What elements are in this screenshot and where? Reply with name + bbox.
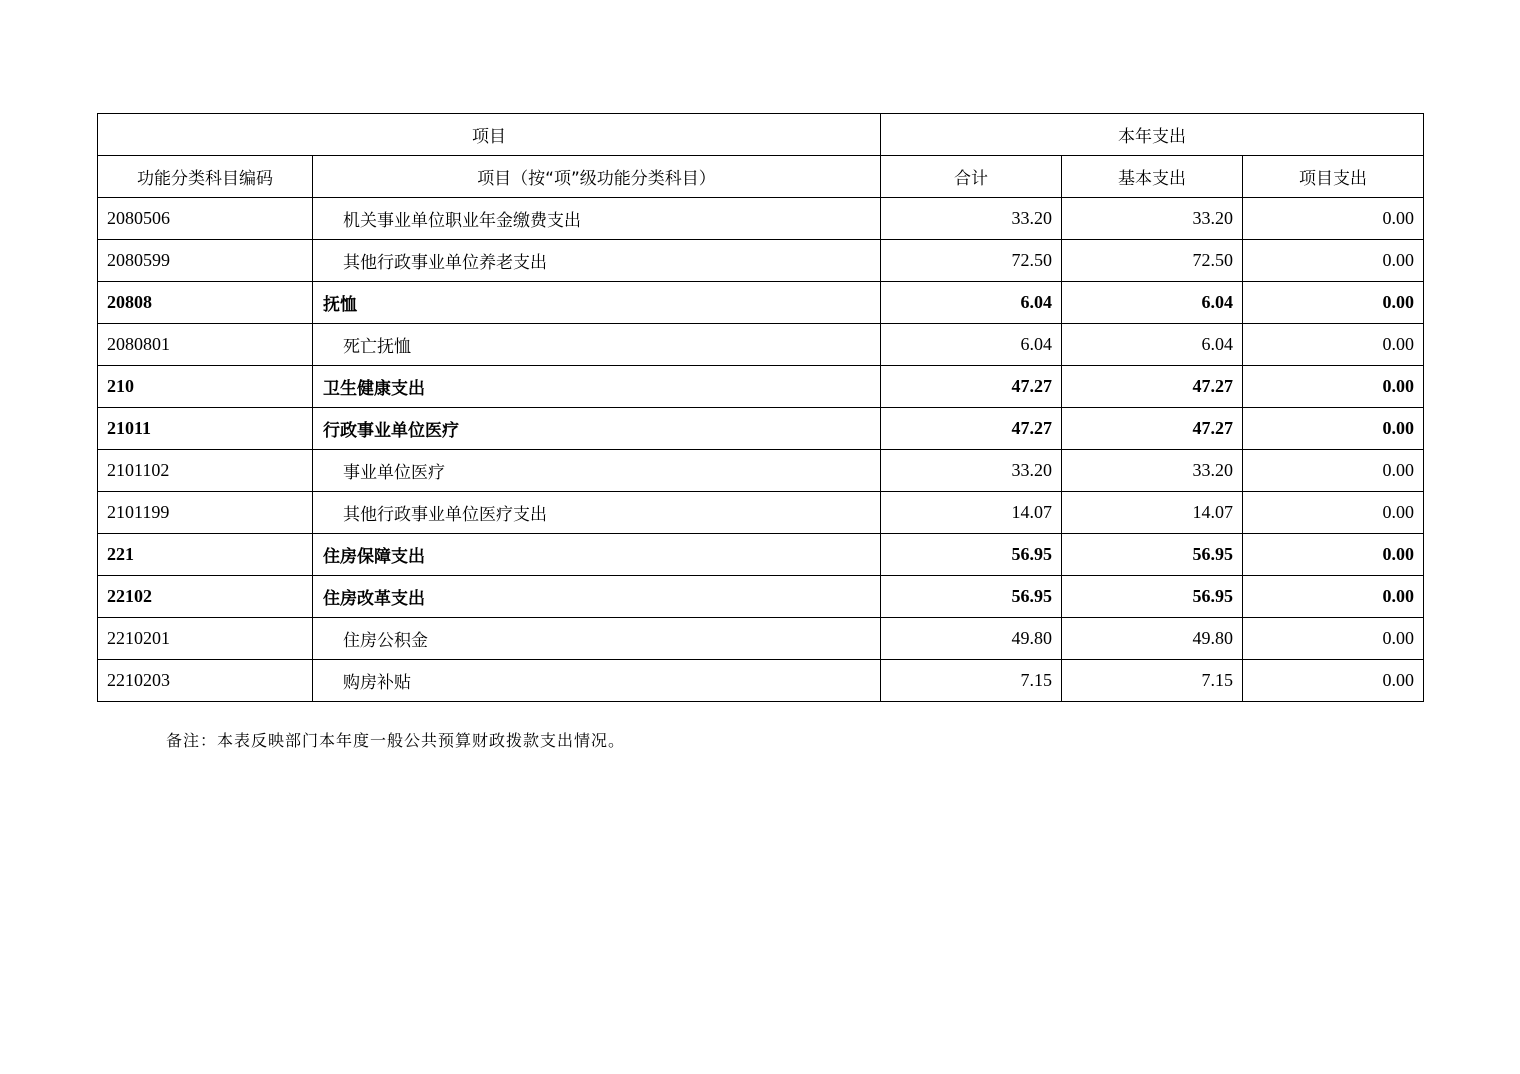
row-name: 卫生健康支出: [313, 366, 881, 408]
row-code: 21011: [98, 408, 313, 450]
row-project: 0.00: [1243, 324, 1424, 366]
row-total: 33.20: [881, 198, 1062, 240]
row-basic: 33.20: [1062, 198, 1243, 240]
row-total: 56.95: [881, 576, 1062, 618]
header-total: 合计: [881, 156, 1062, 198]
row-name: 抚恤: [313, 282, 881, 324]
header-current-year-expenditure: 本年支出: [881, 114, 1424, 156]
table-row: [98, 576, 1424, 618]
row-project: 0.00: [1243, 198, 1424, 240]
table-row: [98, 198, 1424, 240]
row-project: 0.00: [1243, 282, 1424, 324]
row-total: 7.15: [881, 660, 1062, 702]
table-row: [98, 492, 1424, 534]
row-basic: 14.07: [1062, 492, 1243, 534]
row-total: 6.04: [881, 324, 1062, 366]
row-name: 住房改革支出: [313, 576, 881, 618]
header-project-expenditure: 项目支出: [1243, 156, 1424, 198]
row-project: 0.00: [1243, 450, 1424, 492]
row-basic: 47.27: [1062, 408, 1243, 450]
row-total: 47.27: [881, 408, 1062, 450]
table-row: [98, 282, 1424, 324]
row-name: 其他行政事业单位养老支出: [313, 240, 881, 282]
row-code: 210: [98, 366, 313, 408]
row-name: 死亡抚恤: [313, 324, 881, 366]
row-name: 购房补贴: [313, 660, 881, 702]
table-row: [98, 534, 1424, 576]
row-basic: 33.20: [1062, 450, 1243, 492]
row-total: 14.07: [881, 492, 1062, 534]
row-name: 行政事业单位医疗: [313, 408, 881, 450]
row-total: 72.50: [881, 240, 1062, 282]
row-project: 0.00: [1243, 492, 1424, 534]
budget-expenditure-table: [97, 113, 1424, 702]
row-code: 2101102: [98, 450, 313, 492]
row-basic: 47.27: [1062, 366, 1243, 408]
row-project: 0.00: [1243, 618, 1424, 660]
row-total: 33.20: [881, 450, 1062, 492]
row-code: 2080801: [98, 324, 313, 366]
row-name: 事业单位医疗: [313, 450, 881, 492]
row-total: 49.80: [881, 618, 1062, 660]
header-row-top: [98, 114, 1424, 156]
row-code: 2210203: [98, 660, 313, 702]
table-row: [98, 366, 1424, 408]
table-row: [98, 324, 1424, 366]
row-total: 6.04: [881, 282, 1062, 324]
row-project: 0.00: [1243, 576, 1424, 618]
row-name: 住房保障支出: [313, 534, 881, 576]
row-code: 221: [98, 534, 313, 576]
row-total: 47.27: [881, 366, 1062, 408]
table-row: [98, 450, 1424, 492]
header-project: 项目: [98, 114, 881, 156]
table-row: [98, 618, 1424, 660]
header-code: 功能分类科目编码: [98, 156, 313, 198]
row-total: 56.95: [881, 534, 1062, 576]
row-basic: 7.15: [1062, 660, 1243, 702]
row-basic: 72.50: [1062, 240, 1243, 282]
row-basic: 6.04: [1062, 324, 1243, 366]
row-project: 0.00: [1243, 366, 1424, 408]
row-code: 2101199: [98, 492, 313, 534]
row-code: 20808: [98, 282, 313, 324]
row-code: 2210201: [98, 618, 313, 660]
row-name: 机关事业单位职业年金缴费支出: [313, 198, 881, 240]
row-project: 0.00: [1243, 408, 1424, 450]
table-body: [98, 114, 1424, 702]
row-project: 0.00: [1243, 534, 1424, 576]
row-basic: 56.95: [1062, 534, 1243, 576]
table-row: [98, 240, 1424, 282]
row-code: 2080599: [98, 240, 313, 282]
table-note: 备注：本表反映部门本年度一般公共预算财政拨款支出情况。: [166, 731, 626, 750]
row-basic: 49.80: [1062, 618, 1243, 660]
row-name: 其他行政事业单位医疗支出: [313, 492, 881, 534]
row-basic: 6.04: [1062, 282, 1243, 324]
table-row: [98, 660, 1424, 702]
header-row-sub: [98, 156, 1424, 198]
row-code: 22102: [98, 576, 313, 618]
row-project: 0.00: [1243, 240, 1424, 282]
header-name: 项目（按“项”级功能分类科目）: [313, 156, 881, 198]
row-name: 住房公积金: [313, 618, 881, 660]
table-row: [98, 408, 1424, 450]
header-basic: 基本支出: [1062, 156, 1243, 198]
row-project: 0.00: [1243, 660, 1424, 702]
row-code: 2080506: [98, 198, 313, 240]
row-basic: 56.95: [1062, 576, 1243, 618]
